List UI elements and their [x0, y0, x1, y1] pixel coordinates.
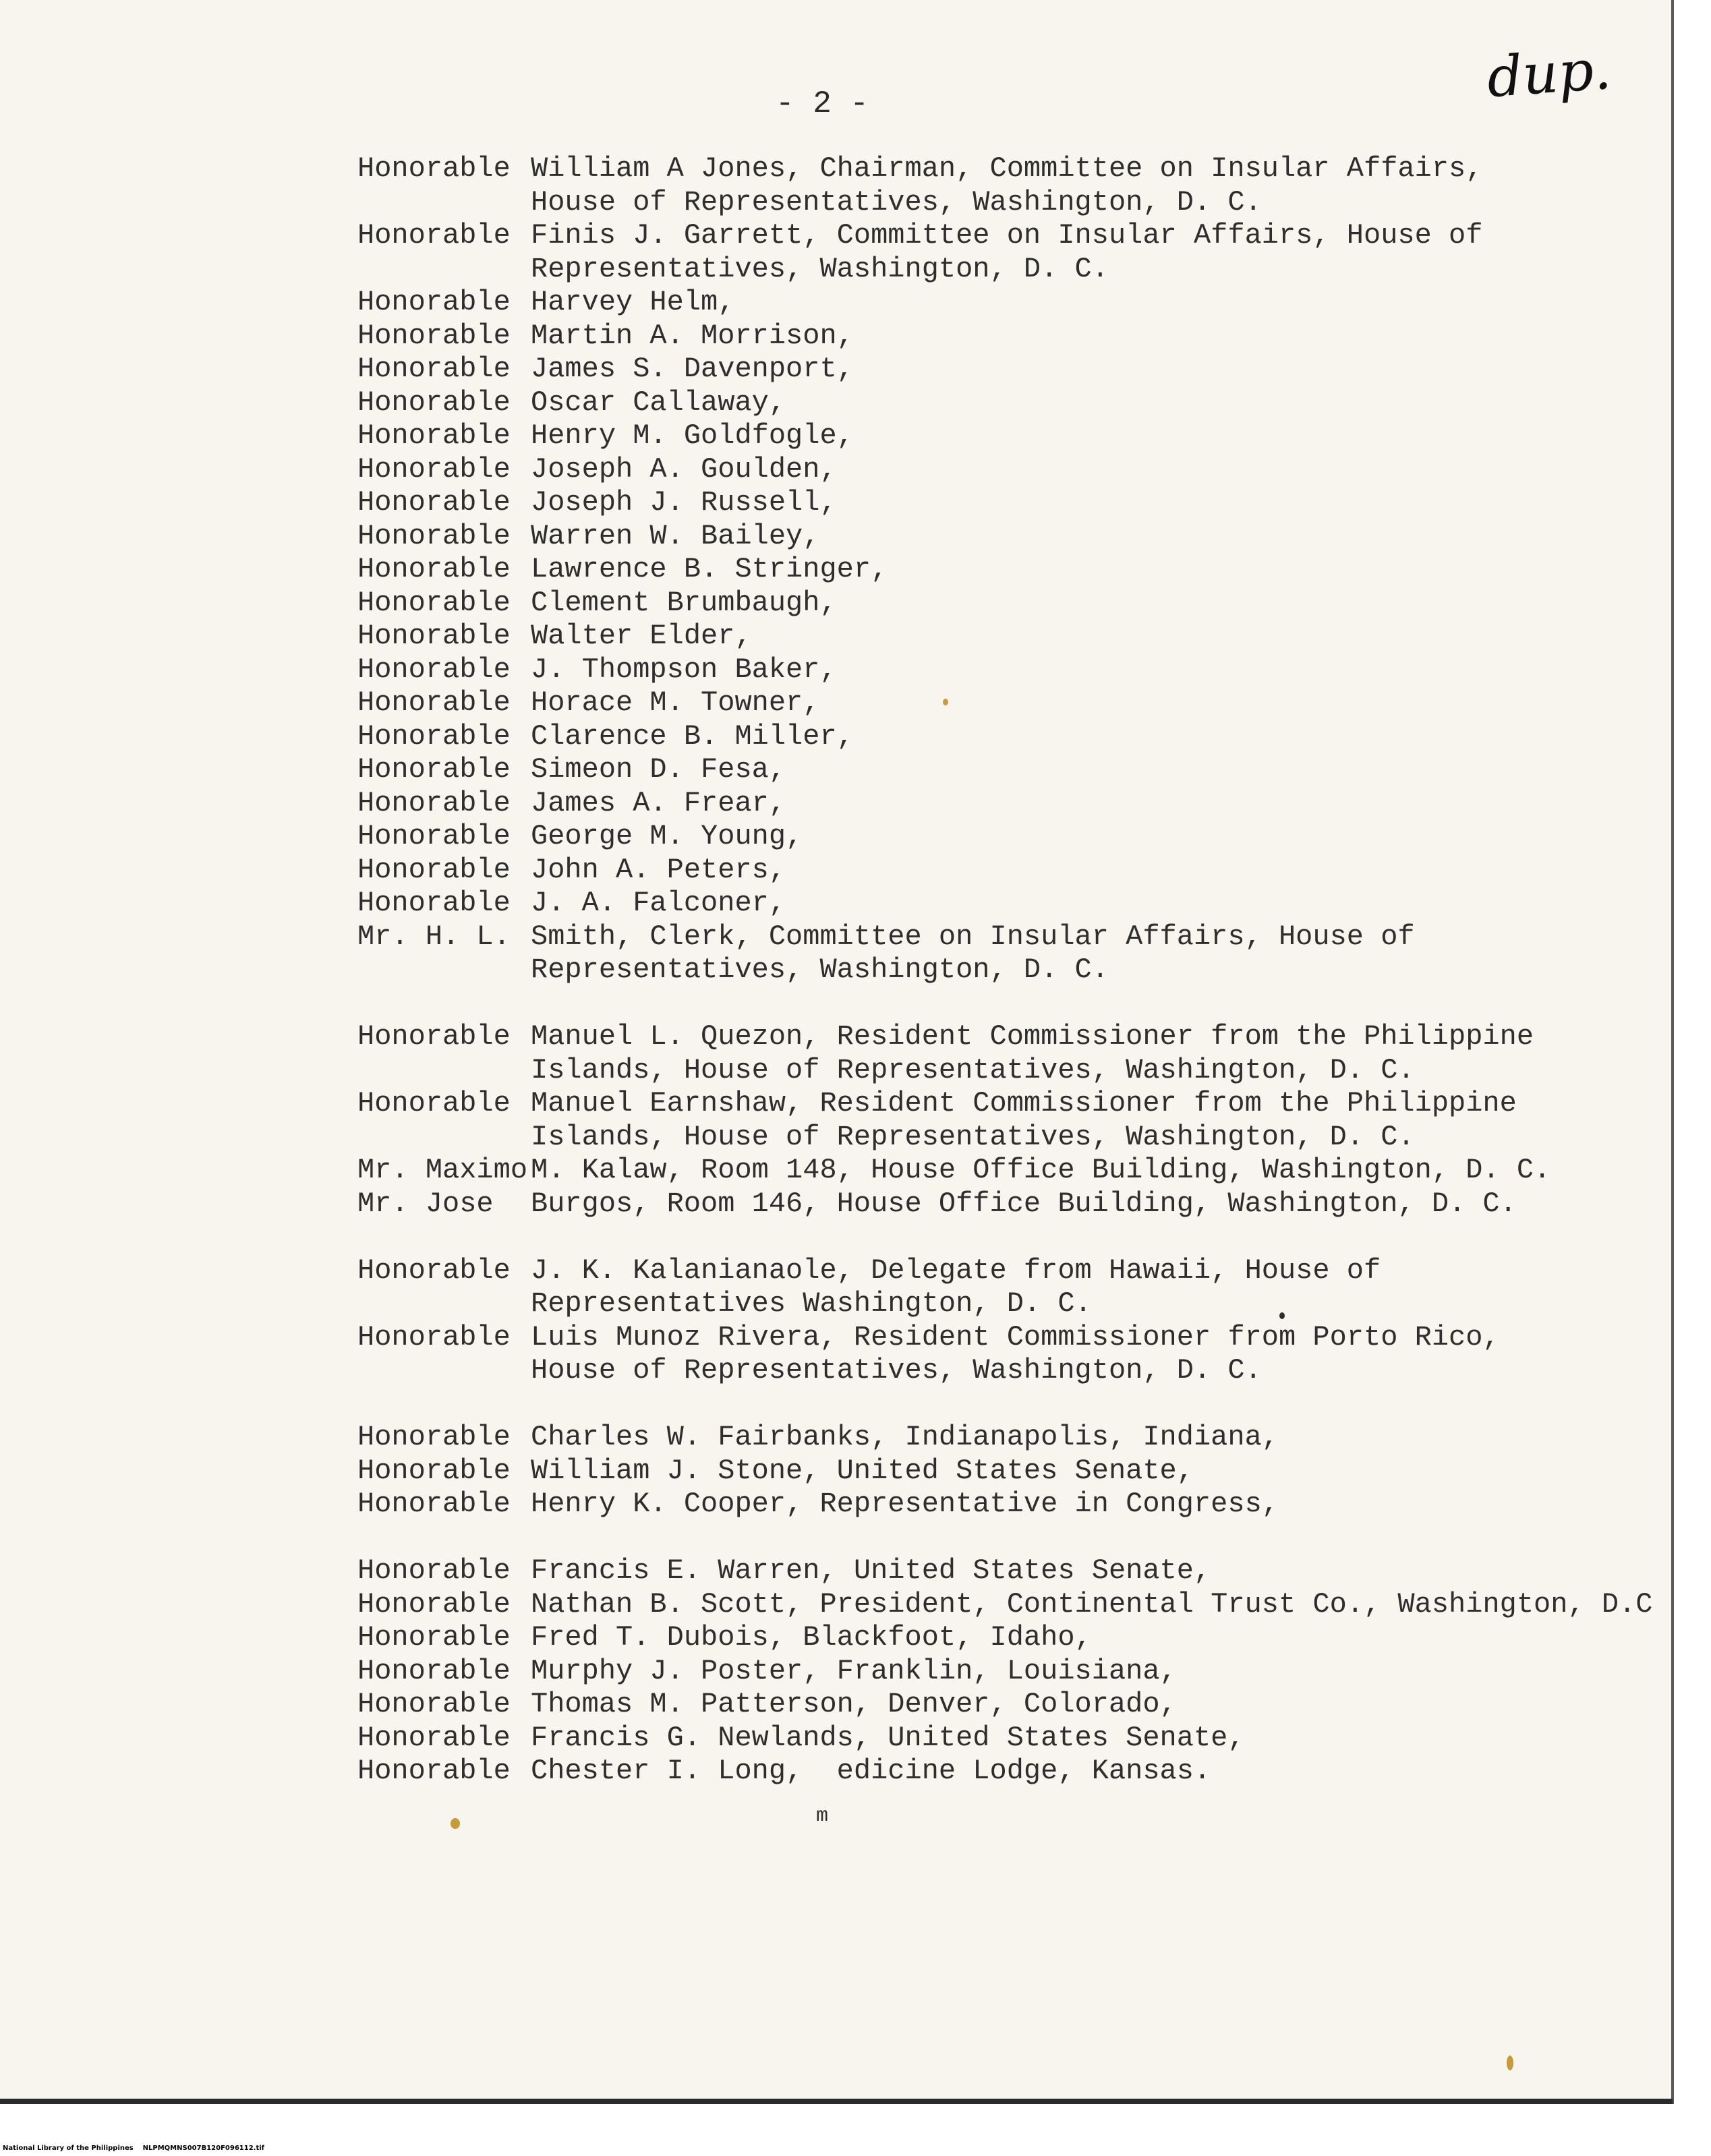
entry-lines	[531, 620, 1666, 653]
entry-lines	[531, 753, 1666, 787]
recipient-entry	[357, 587, 1666, 620]
entry-lines	[531, 520, 1666, 554]
entry-prefix: Honorable	[357, 319, 511, 352]
entry-line: Henry K. Cooper, Representative in Congress,	[531, 1488, 1279, 1520]
entry-line: James S. Davenport,	[531, 353, 854, 385]
entry-prefix: Honorable	[357, 687, 511, 719]
recipient-entry	[357, 921, 1666, 987]
entry-lines	[531, 1087, 1666, 1154]
recipient-entry	[357, 1655, 1666, 1689]
entry-prefix: Honorable	[357, 286, 511, 318]
recipient-entry	[357, 687, 1666, 720]
entry-line: Burgos, Room 146, House Office Building, Washington, D. C.	[531, 1187, 1517, 1220]
correction-mark: m	[816, 1805, 829, 1828]
entry-lines	[531, 353, 1666, 386]
recipient-entry	[357, 1621, 1666, 1655]
entry-line: House of Representatives, Washington, D. C.	[531, 1354, 1262, 1387]
entry-lines	[531, 219, 1666, 286]
entry-lines	[531, 152, 1666, 219]
entry-line: Clarence B. Miller,	[531, 720, 854, 753]
entry-line: Murphy J. Poster, Franklin, Louisiana,	[531, 1654, 1177, 1687]
entry-lines	[531, 1688, 1666, 1722]
entry-line: William A Jones, Chairman, Committee on Insular Affairs,	[531, 152, 1483, 185]
entry-prefix: Honorable	[357, 553, 511, 585]
entry-prefix: Honorable	[357, 1554, 511, 1587]
paper-speck	[1507, 2056, 1513, 2070]
entry-lines	[531, 1455, 1666, 1488]
entry-lines	[531, 1254, 1666, 1321]
entry-line: House of Representatives, Washington, D. C.	[531, 185, 1262, 218]
recipient-entry	[357, 419, 1666, 453]
entry-line: Oscar Callaway,	[531, 386, 786, 419]
entry-lines	[531, 787, 1666, 821]
entry-prefix: Honorable	[357, 1688, 511, 1720]
entry-lines	[531, 820, 1666, 854]
recipient-entry	[357, 820, 1666, 854]
entry-lines	[531, 1588, 1666, 1622]
recipient-entry	[357, 1554, 1666, 1588]
entry-prefix: Honorable	[357, 519, 511, 552]
entry-prefix: Honorable	[357, 1320, 511, 1353]
entry-lines	[531, 1755, 1666, 1788]
entry-prefix: Honorable	[357, 1721, 511, 1754]
entry-lines	[531, 1722, 1666, 1755]
entry-line: Charles W. Fairbanks, Indianapolis, Indiana,	[531, 1421, 1279, 1453]
recipient-entry	[357, 152, 1666, 219]
entry-prefix: Honorable	[357, 620, 511, 652]
entry-lines	[531, 887, 1666, 921]
entry-line: James A. Frear,	[531, 786, 786, 819]
entry-line: Francis G. Newlands, United States Senate,	[531, 1721, 1245, 1754]
entry-lines	[531, 587, 1666, 620]
entry-line: Nathan B. Scott, President, Continental Trust Co., Washington, D.C	[531, 1587, 1653, 1621]
entry-lines	[531, 1020, 1666, 1087]
entry-lines	[531, 653, 1666, 687]
recipient-entry	[357, 386, 1666, 420]
entry-lines	[531, 1188, 1666, 1221]
entry-lines	[531, 1421, 1666, 1455]
recipient-entry	[357, 520, 1666, 554]
entry-prefix: Honorable	[357, 1254, 511, 1287]
entry-prefix: Honorable	[357, 1621, 511, 1654]
entry-prefix: Mr. H. L.	[357, 920, 511, 953]
entry-prefix: Honorable	[357, 1654, 511, 1687]
paper-speck	[943, 699, 948, 705]
recipient-entry	[357, 1188, 1666, 1221]
entry-line: J. Thompson Baker,	[531, 653, 837, 686]
recipient-entry	[357, 787, 1666, 821]
recipient-entry	[357, 553, 1666, 587]
recipient-entry	[357, 753, 1666, 787]
entry-prefix: Honorable	[357, 1488, 511, 1520]
entry-line: Representatives, Washington, D. C.	[531, 954, 1109, 986]
recipient-entry	[357, 1688, 1666, 1722]
paper-speck	[1279, 1312, 1285, 1319]
entry-line: Representatives, Washington, D. C.	[531, 252, 1109, 285]
recipient-entry	[357, 320, 1666, 353]
scan-caption: National Library of the Philippines NLPMQMNS007B120F096112.tif	[3, 2145, 265, 2152]
entry-line: Simeon D. Fesa,	[531, 753, 786, 786]
recipient-entry	[357, 1722, 1666, 1755]
page-edge-bottom	[0, 2099, 1673, 2104]
recipient-entry	[357, 286, 1666, 320]
recipient-entry	[357, 1254, 1666, 1321]
entry-prefix: Honorable	[357, 353, 511, 385]
entry-line: Harvey Helm,	[531, 286, 735, 318]
recipient-list	[357, 152, 1666, 1788]
entry-line: J. K. Kalanianaole, Delegate from Hawaii, House of	[531, 1254, 1381, 1287]
recipient-entry	[357, 653, 1666, 687]
paper-speck	[451, 1818, 460, 1829]
entry-prefix: Honorable	[357, 1587, 511, 1621]
entry-lines	[531, 1321, 1666, 1388]
entry-prefix: Honorable	[357, 419, 511, 452]
recipient-entry	[357, 1588, 1666, 1622]
entry-line: Warren W. Bailey,	[531, 519, 820, 552]
entry-lines	[531, 921, 1666, 987]
entry-line: Walter Elder,	[531, 620, 752, 652]
entry-lines	[531, 553, 1666, 587]
entry-lines	[531, 320, 1666, 353]
page-number: - 2 -	[776, 86, 869, 121]
entry-line: Manuel Earnshaw, Resident Commissioner from the Philippine	[531, 1087, 1517, 1119]
entry-line: Francis E. Warren, United States Senate,	[531, 1554, 1211, 1587]
entry-lines	[531, 720, 1666, 754]
entry-prefix: Honorable	[357, 820, 511, 852]
entry-lines	[531, 1655, 1666, 1689]
entry-line: Luis Munoz Rivera, Resident Commissioner from Porto Rico,	[531, 1320, 1500, 1353]
entry-prefix: Mr. Jose	[357, 1187, 494, 1220]
entry-line: Joseph A. Goulden,	[531, 453, 837, 486]
recipient-entry	[357, 453, 1666, 487]
recipient-entry	[357, 1154, 1666, 1188]
entry-line: Finis J. Garrett, Committee on Insular Affairs, House of	[531, 219, 1483, 252]
entry-line: M. Kalaw, Room 148, House Office Building, Washington, D. C.	[531, 1154, 1551, 1186]
entry-line: Representatives Washington, D. C.	[531, 1287, 1092, 1320]
entry-lines	[531, 1621, 1666, 1655]
entry-line: Henry M. Goldfogle,	[531, 419, 854, 452]
entry-lines	[531, 1488, 1666, 1521]
entry-prefix: Honorable	[357, 853, 511, 886]
entry-line: Thomas M. Patterson, Denver, Colorado,	[531, 1688, 1177, 1720]
entry-prefix: Mr. Maximo	[357, 1154, 528, 1186]
recipient-entry	[357, 887, 1666, 921]
entry-lines	[531, 486, 1666, 520]
entry-line: Manuel L. Quezon, Resident Commissioner from the Philippine	[531, 1020, 1534, 1053]
entry-prefix: Honorable	[357, 786, 511, 819]
entry-line: Chester I. Long, edicine Lodge, Kansas.	[531, 1755, 1211, 1787]
entry-prefix: Honorable	[357, 1421, 511, 1453]
entry-lines	[531, 1154, 1666, 1188]
entry-prefix: Honorable	[357, 219, 511, 252]
recipient-entry	[357, 219, 1666, 286]
entry-line: Horace M. Towner,	[531, 687, 820, 719]
recipient-entry	[357, 1488, 1666, 1521]
recipient-entry	[357, 1455, 1666, 1488]
entry-line: Lawrence B. Stringer,	[531, 553, 888, 585]
entry-prefix: Honorable	[357, 152, 511, 185]
entry-prefix: Honorable	[357, 720, 511, 753]
recipient-entry	[357, 486, 1666, 520]
entry-lines	[531, 687, 1666, 720]
entry-line: Smith, Clerk, Committee on Insular Affairs, House of	[531, 920, 1415, 953]
entry-line: Clement Brumbaugh,	[531, 586, 837, 619]
handwritten-annotation: dup.	[1484, 37, 1613, 111]
recipient-entry	[357, 620, 1666, 653]
entry-lines	[531, 286, 1666, 320]
entry-line: George M. Young,	[531, 820, 803, 852]
entry-line: John A. Peters,	[531, 853, 786, 886]
entry-line: J. A. Falconer,	[531, 887, 786, 919]
recipient-entry	[357, 1421, 1666, 1455]
recipient-entry	[357, 1020, 1666, 1087]
entry-prefix: Honorable	[357, 1087, 511, 1119]
entry-prefix: Honorable	[357, 453, 511, 486]
entry-prefix: Honorable	[357, 753, 511, 786]
entry-line: Islands, House of Representatives, Washington, D. C.	[531, 1053, 1415, 1086]
entry-prefix: Honorable	[357, 1755, 511, 1787]
recipient-entry	[357, 1755, 1666, 1788]
entry-prefix: Honorable	[357, 887, 511, 919]
entry-line: William J. Stone, United States Senate,	[531, 1454, 1194, 1487]
entry-prefix: Honorable	[357, 486, 511, 519]
entry-line: Fred T. Dubois, Blackfoot, Idaho,	[531, 1621, 1092, 1654]
entry-line: Joseph J. Russell,	[531, 486, 837, 519]
entry-line: Islands, House of Representatives, Washington, D. C.	[531, 1120, 1415, 1153]
entry-lines	[531, 453, 1666, 487]
entry-lines	[531, 419, 1666, 453]
recipient-entry	[357, 854, 1666, 887]
entry-line: Martin A. Morrison,	[531, 319, 854, 352]
entry-prefix: Honorable	[357, 586, 511, 619]
entry-lines	[531, 386, 1666, 420]
entry-lines	[531, 1554, 1666, 1588]
entry-prefix: Honorable	[357, 1454, 511, 1487]
recipient-entry	[357, 1087, 1666, 1154]
recipient-entry	[357, 1321, 1666, 1388]
recipient-entry	[357, 720, 1666, 754]
entry-prefix: Honorable	[357, 386, 511, 419]
recipient-entry	[357, 353, 1666, 386]
entry-lines	[531, 854, 1666, 887]
entry-prefix: Honorable	[357, 653, 511, 686]
entry-prefix: Honorable	[357, 1020, 511, 1053]
page-edge-right	[1671, 0, 1674, 2104]
